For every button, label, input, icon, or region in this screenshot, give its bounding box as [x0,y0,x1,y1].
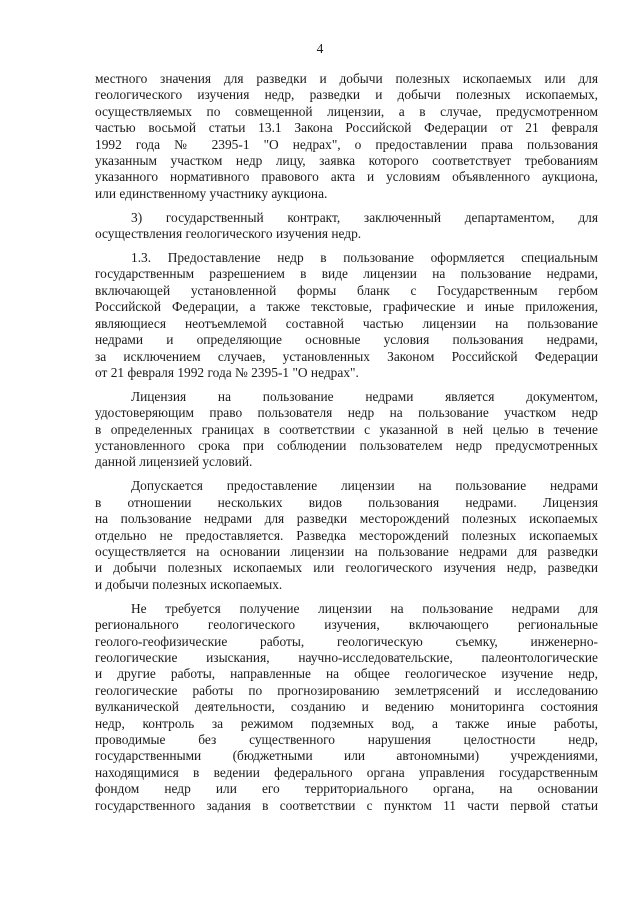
page-number: 4 [316,41,324,56]
text-line: 1.3. Предоставление недр в пользование оформляется специальным [131,250,598,266]
text-line: частью восьмой статьи 13.1 Закона Российской Федерации от 21 февраля [95,120,598,136]
text-line: в отношении нескольких видов пользования недрами. Лицензия [95,494,598,510]
text-line: 3) государственный контракт, заключенный департаментом, для [131,209,598,225]
text-line: на пользование недрами для разведки месторождений полезных ископаемых [95,511,598,527]
text-line: указанного нормативного правового акта и условиям объявленного аукциона, [95,169,598,185]
text-line: и добычи полезных ископаемых или геологического изучения недр, разведки [95,560,598,576]
text-line: установленного срока при соблюдении пользователем недр предусмотренных [95,438,598,454]
text-line: фондом недр или его территориального органа, на основании [95,781,598,797]
paragraph [95,601,598,814]
text-line: государственными (бюджетными или автономными) учреждениями, [95,748,598,764]
text-line: и добычи полезных ископаемых. [95,576,283,592]
text-line: включающей установленной формы бланк с Государственным гербом [95,282,598,298]
text-line: геологические работы по прогнозированию землетрясений и исследованию [95,682,598,698]
text-line: находящимися в ведении федерального органа управления государственным [95,764,598,780]
text-line: Российской Федерации, а также текстовые, графические и иные приложения, [95,299,598,315]
paragraph [95,389,598,471]
text-line: геолого-геофизические работы, геологическую съемку, инженерно- [95,633,598,649]
paragraph [95,478,598,593]
text-line: государственного задания в соответствии с пунктом 11 части первой статьи [95,797,598,813]
paragraph [95,210,598,243]
text-line: Допускается предоставление лицензии на пользование недрами [131,478,598,494]
text-line: от 21 февраля 1992 года № 2395-1 "О недрах". [95,364,359,380]
text-line: геологические изыскания, научно-исследовательские, палеонтологические [95,649,598,665]
text-line: данной лицензией условий. [95,454,253,470]
text-line: удостоверяющим право пользователя недр на пользование участком недр [95,405,598,421]
document-body [95,71,598,821]
text-line: местного значения для разведки и добычи полезных ископаемых или для [95,71,598,86]
text-line: недр, контроль за режимом подземных вод, а также иные работы, [95,715,598,731]
text-line: или единственному участнику аукциона. [95,185,328,201]
paragraph [95,250,598,381]
text-line: указанным участком недр лицу, заявка которого соответствует требованиям [95,153,598,169]
text-line: за исключением случаев, установленных Законом Российской Федерации [95,348,598,364]
text-line: являющиеся неотъемлемой составной частью лицензии на пользование [95,315,598,331]
paragraph [95,71,598,202]
text-line: государственным разрешением в виде лицензии на пользование недрами, [95,266,598,282]
text-line: вулканической деятельности, созданию и ведению мониторинга состояния [95,699,598,715]
text-line: регионального геологического изучения, включающего региональные [95,617,598,633]
text-line: проводимые без существенного нарушения целостности недр, [95,731,598,747]
text-line: Лицензия на пользование недрами является документом, [131,388,598,404]
text-line: и другие работы, направленные на общее геологическое изучение недр, [95,666,598,682]
text-line: 1992 года № 2395-1 "О недрах", о предоставлении права пользования [95,136,598,152]
text-line: отдельно не предоставляется. Разведка месторождений полезных ископаемых [95,527,598,543]
text-line: в определенных границах в соответствии с указанной в ней целью в течение [95,421,598,437]
text-line: геологического изучения недр, разведки и добычи полезных ископаемых, [95,87,598,103]
text-line: осуществления геологического изучения недр. [95,226,362,242]
text-line: недрами и определяющие основные условия пользования недрами, [95,332,598,348]
text-line: Не требуется получение лицензии на пользование недрами для [131,600,598,616]
text-line: осуществляемых по совмещенной лицензии, а в случае, предусмотренном [95,103,598,119]
text-line: осуществляется на основании лицензии на пользование недрами для разведки [95,543,598,559]
